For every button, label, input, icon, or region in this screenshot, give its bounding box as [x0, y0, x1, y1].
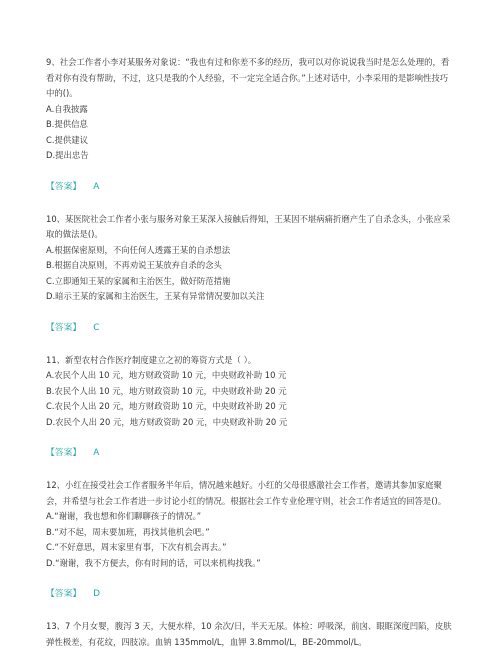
question-block: [46, 353, 456, 461]
answer-label: 【答案】: [46, 181, 82, 192]
answer-option: C.提供建议: [46, 134, 89, 145]
answer-option: B.农民个人出 10 元，地方财政资助 10 元，中央财政补助 20 元: [46, 385, 287, 396]
answer-option: B.提供信息: [46, 119, 88, 129]
question-stem: 12、小红在接受社会工作者服务半年后，情况越来越好。小红的父母很感激社会工作者，邀请其参加家庭聚会，并希望与社会工作者进一步讨论小红的情况。根据社会工作专业伦理守则，社会工作者适宜的回答是()。: [46, 480, 447, 506]
answer-option: B.根据自决原则，不再劝说王某放弃自杀的念头: [46, 260, 222, 270]
question-block: [46, 478, 456, 601]
answer-label: 【答案】: [46, 589, 82, 599]
answer-option: C.立即通知王某的家属和主治医生，做好防范措施: [46, 275, 231, 286]
answer-option: A.农民个人出 10 元，地方财政资助 10 元，中央财政补助 10 元: [46, 370, 287, 380]
answer-option: B.“对不起，周末要加班，再找其他机会吧。”: [46, 526, 210, 537]
answer-label: 【答案】: [46, 448, 82, 458]
answer-value: A: [93, 181, 100, 192]
answer-option: A.根据保密原则，不向任何人透露王某的自杀想法: [46, 244, 231, 255]
answer-option: D.“谢谢，我不方便去，你有时间的话，可以来机构找我。”: [46, 557, 261, 568]
answer-line: [46, 321, 456, 335]
answer-line: [46, 180, 456, 194]
answer-value: C: [93, 322, 100, 333]
answer-option: A.“谢谢，我也想和你们聊聊孩子的情况。”: [46, 511, 202, 521]
answer-label: 【答案】: [46, 322, 82, 333]
question-block: [46, 212, 456, 335]
answer-line: [46, 587, 456, 601]
answer-option: D.提出忠告: [46, 150, 89, 160]
answer-option: A.自我披露: [46, 103, 88, 114]
answer-option: C.“不好意思，周末家里有事，下次有机会再去。”: [46, 542, 227, 552]
question-stem: 11、新型农村合作医疗制度建立之初的筹资方式是（ ）。: [46, 354, 257, 365]
answer-option: D.暗示王某的家属和主治医生，王某有异常情况要加以关注: [46, 291, 265, 301]
question-block: [46, 55, 456, 194]
question-stem: 10、某医院社会工作者小张与服务对象王某深入接触后得知，王某因不堪病痛折磨产生了自杀念头，小张应采取的做法是()。: [46, 213, 451, 239]
answer-value: A: [93, 448, 100, 458]
question-block: [46, 619, 456, 650]
answer-line: [46, 446, 456, 460]
answer-option: D.农民个人出 20 元，地方财政资助 20 元，中央财政补助 20 元: [46, 416, 288, 427]
answer-value: D: [93, 589, 100, 599]
question-stem: 9、社会工作者小李对某服务对象说：“我也有过和你差不多的经历，我可以对你说说我当时是怎么处理的，看看对你有没有帮助，不过，这只是我的个人经验，不一定完全适合你。”上述对话中，小李采用的是影响性技巧中的()。: [46, 57, 450, 98]
question-stem: 13、7 个月女婴，腹泻 3 天，大便水样，10 余次/日，半天无尿。体检：呼吸深，前囟、眼眶深度凹陷，皮肤弹性极差，有花纹，四肢凉。血钠 135mmol/L，血钾 3.8mmol/L，BE-20mmol/L。: [46, 621, 452, 647]
exam-page: [46, 55, 456, 650]
answer-option: C.农民个人出 20 元，地方财政资助 10 元，中央财政补助 20 元: [46, 401, 287, 411]
